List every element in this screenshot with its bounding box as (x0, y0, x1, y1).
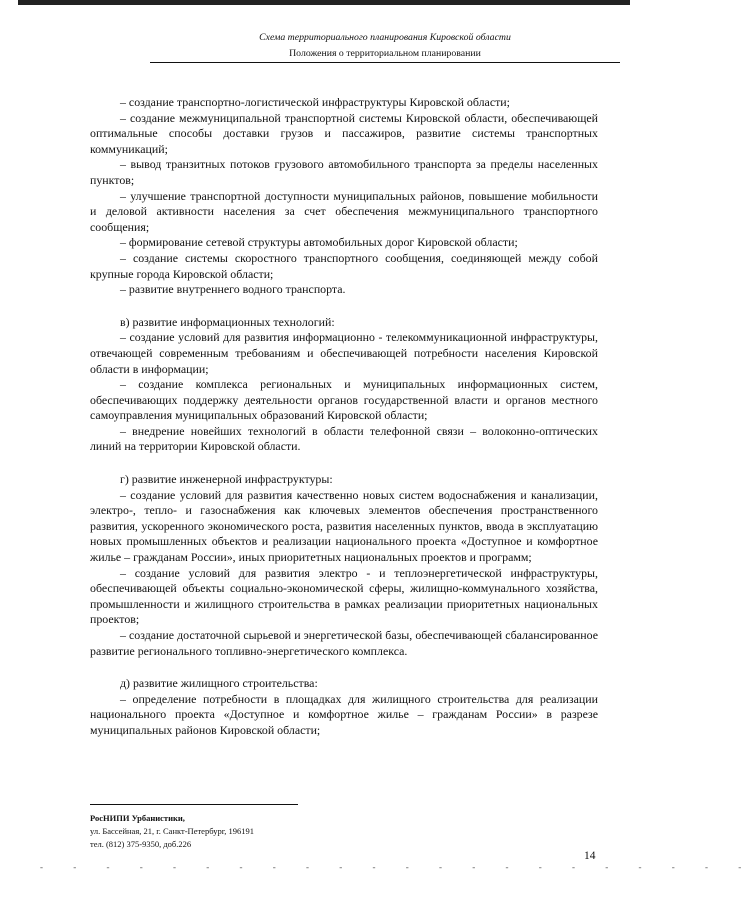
list-item: – улучшение транспортной доступности муниципальных районов, повышение мобильности и деловой активности населения за счет обеспечения межмуниципального транспортного сообщения; (90, 188, 598, 234)
header-rule (150, 62, 620, 63)
page-number: 14 (584, 850, 596, 862)
section-heading-housing: д) развитие жилищного строительства: (120, 676, 318, 691)
list-item: – определение потребности в площадках для жилищного строительства для реализации национального проекта «Доступное и комфортное жилье – гражданам России» в разрезе муниципальных районов Кировской области; (90, 691, 598, 737)
section-heading-it: в) развитие информационных технологий: (120, 314, 335, 329)
list-item: – вывод транзитных потоков грузового автомобильного транспорта за пределы населенных пунктов; (90, 157, 598, 187)
list-item: – создание комплекса региональных и муниципальных информационных систем, обеспечивающих поддержку деятельности органов государственной власти и органов местного самоуправления муниципальных образований Кировской области; (90, 377, 598, 423)
footer-block (90, 812, 254, 851)
footer-phone: тел. (812) 375-9350, доб.226 (90, 839, 192, 849)
list-item: – создание транспортно-логистической инфраструктуры Кировской области; (120, 95, 510, 109)
section-gap (90, 455, 598, 472)
list-item: – развитие внутреннего водного транспорта. (120, 282, 346, 297)
list-item: – создание условий для развития электро - и теплоэнергетической инфраструктуры, обеспечивающей объекты социально-экономической сферы, жилищно-коммунального хозяйства, промышленности и жилищного строительства в рамках реализации приоритетных национальных проектов; (90, 565, 598, 627)
page-body (90, 95, 598, 739)
list-item: – формирование сетевой структуры автомобильных дорог Кировской области; (120, 235, 518, 250)
list-item: – создание межмуниципальной транспортной системы Кировской области, обеспечивающей оптимальные способы доставки грузов и пассажиров, развитие системы транспортных коммуникаций; (90, 110, 598, 156)
footer-org: РосНИПИ Урбанистики, (90, 813, 185, 823)
top-border-rule (18, 0, 630, 5)
section-gap (90, 659, 598, 676)
list-item: – создание условий для развития качественно новых систем водоснабжения и канализации, электро-, тепло- и газоснабжения как ключевых элементов обеспечения пространственного развития, ускоренного экономического роста, развития населенных пунктов, ввода в эксплуатацию новых промышленных объектов и реализации национального проекта «Доступное и комфортное жилье – гражданам России», иных приоритетных национальных проектов и программ; (90, 487, 598, 565)
list-item: – внедрение новейших технологий в области телефонной связи – волоконно-оптических линий на территории Кировской области. (90, 423, 598, 454)
list-item: – создание системы скоростного транспортного сообщения, соединяющей между собой крупные города Кировской области; (90, 250, 598, 281)
list-item: – создание достаточной сырьевой и энергетической базы, обеспечивающей сбалансированное развитие регионального топливно-энергетического комплекса. (90, 628, 598, 658)
section-gap (90, 298, 598, 315)
scan-artifact-dashes: - - - - - - - - - - - - - - - - - - - - - - (40, 862, 755, 872)
list-item: – создание условий для развития информационно - телекоммуникационной инфраструктуры, отвечающей современным требованиям и обеспечивающей потребности населения Кировской области в информации; (90, 330, 598, 376)
running-header-title: Схема территориального планирования Кировской области (259, 32, 511, 43)
section-heading-engineering: г) развитие инженерной инфраструктуры: (120, 472, 333, 487)
running-header-subtitle: Положения о территориальном планировании (289, 48, 481, 59)
footer-rule (90, 804, 298, 805)
footer-address: ул. Бассейная, 21, г. Санкт-Петербург, 196191 (90, 826, 254, 836)
